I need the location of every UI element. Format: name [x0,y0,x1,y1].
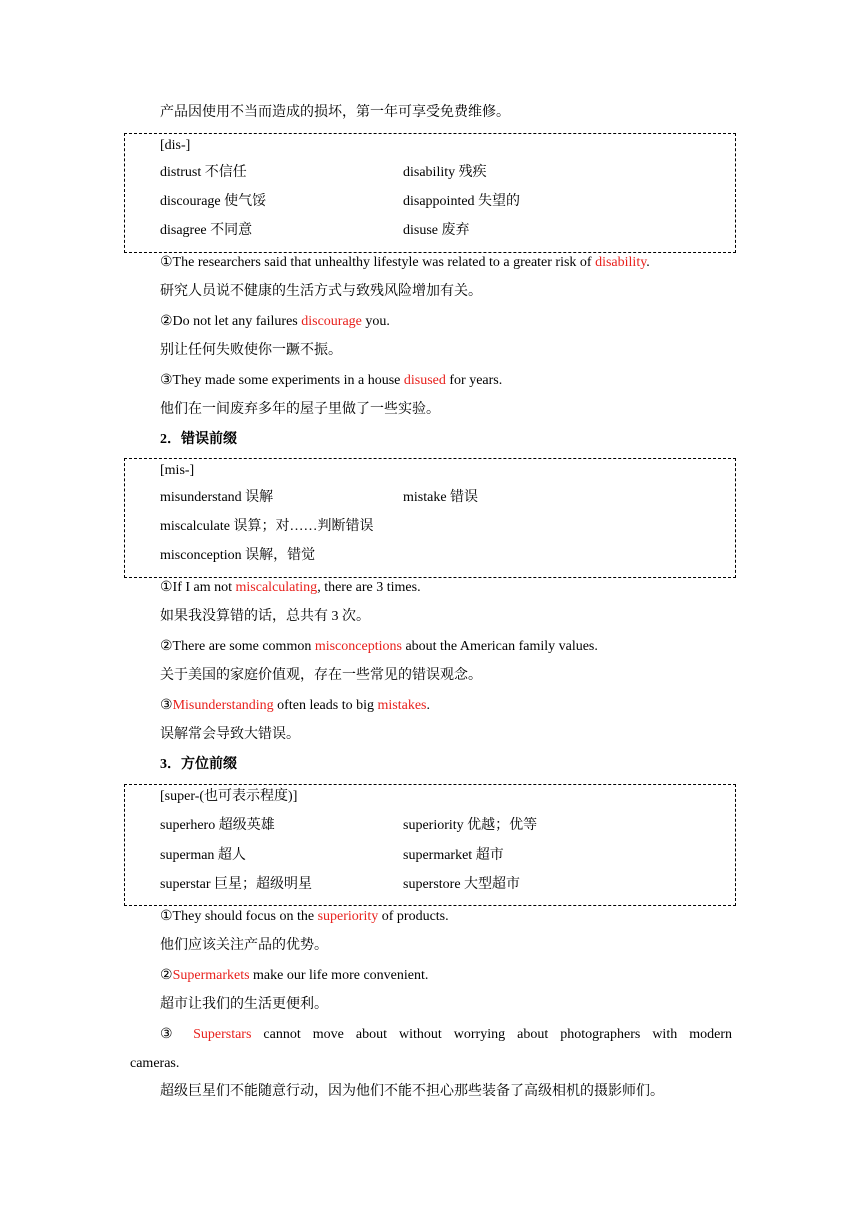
vocab-item: mistake 错误 [403,490,479,505]
vocab-item: misconception 误解，错觉 [160,548,316,563]
section-heading: 2．错误前缀 [160,432,237,447]
example-translation: 超市让我们的生活更便利。 [160,997,328,1012]
prefix-label: [super-(也可表示程度)] [160,789,298,804]
vocab-item: disuse 废弃 [403,223,470,238]
example-sentence: ①They should focus on the superiority of products. [160,909,449,924]
vocab-item: discourage 使气馁 [160,194,267,209]
highlight-word: superiority [317,909,379,924]
example-translation: 他们应该关注产品的优势。 [160,938,328,953]
vocab-item: superman 超人 [160,848,246,863]
example-sentence: ③They made some experiments in a house disused for years. [160,373,503,388]
prefix-box-mis [124,458,736,578]
prefix-box-dis [124,133,736,253]
example-translation: 他们在一间废弃多年的屋子里做了一些实验。 [160,402,440,417]
vocab-item: superstore 大型超市 [403,877,521,892]
vocab-item: distrust 不信任 [160,165,247,180]
highlight-word: Supermarkets [172,968,250,983]
example-translation: 研究人员说不健康的生活方式与致残风险增加有关。 [160,284,482,299]
example-translation: 误解常会导致大错误。 [160,727,300,742]
vocab-item: superhero 超级英雄 [160,818,275,833]
vocab-item: disappointed 失望的 [403,194,521,209]
example-sentence: ①The researchers said that unhealthy lifestyle was related to a greater risk of disability. [160,255,650,270]
example-translation: 超级巨星们不能随意行动，因为他们不能不担心那些装备了高级相机的摄影师们。 [160,1084,664,1099]
prefix-label: [dis-] [160,138,191,153]
example-sentence: ①If I am not miscalculating, there are 3 times. [160,580,421,595]
example-translation: 别让任何失败使你一蹶不振。 [160,343,342,358]
vocab-item: miscalculate 误算；对……判断错误 [160,519,374,534]
example-sentence-continuation: cameras. [130,1056,180,1071]
vocab-item: disagree 不同意 [160,223,253,238]
prefix-box-super [124,784,736,906]
prefix-label: [mis-] [160,463,195,478]
highlight-word: Superstars [193,1027,252,1042]
highlight-word: disused [403,373,446,388]
example-sentence: ③ Superstars cannot move about without worrying about photographers with modern [160,1027,732,1042]
highlight-word: mistakes [377,698,427,713]
intro-text: 产品因使用不当而造成的损坏，第一年可享受免费维修。 [160,105,510,120]
highlight-word: discourage [301,314,362,329]
highlight-word: miscalculating [235,580,318,595]
example-sentence: ③Misunderstanding often leads to big mistakes. [160,698,430,713]
example-sentence: ②Supermarkets make our life more convenient. [160,968,429,983]
vocab-item: superiority 优越；优等 [403,818,538,833]
vocab-item: misunderstand 误解 [160,490,274,505]
example-sentence: ②There are some common misconceptions about the American family values. [160,639,598,654]
example-sentence: ②Do not let any failures discourage you. [160,314,390,329]
highlight-word: misconceptions [314,639,402,654]
vocab-item: superstar 巨星；超级明星 [160,877,313,892]
section-heading: 3．方位前缀 [160,757,237,772]
vocab-item: disability 残疾 [403,165,487,180]
vocab-item: supermarket 超市 [403,848,504,863]
highlight-word: disability [595,255,647,270]
highlight-word: Misunderstanding [172,698,274,713]
example-translation: 如果我没算错的话，总共有 3 次。 [160,609,370,624]
example-translation: 关于美国的家庭价值观，存在一些常见的错误观念。 [160,668,482,683]
